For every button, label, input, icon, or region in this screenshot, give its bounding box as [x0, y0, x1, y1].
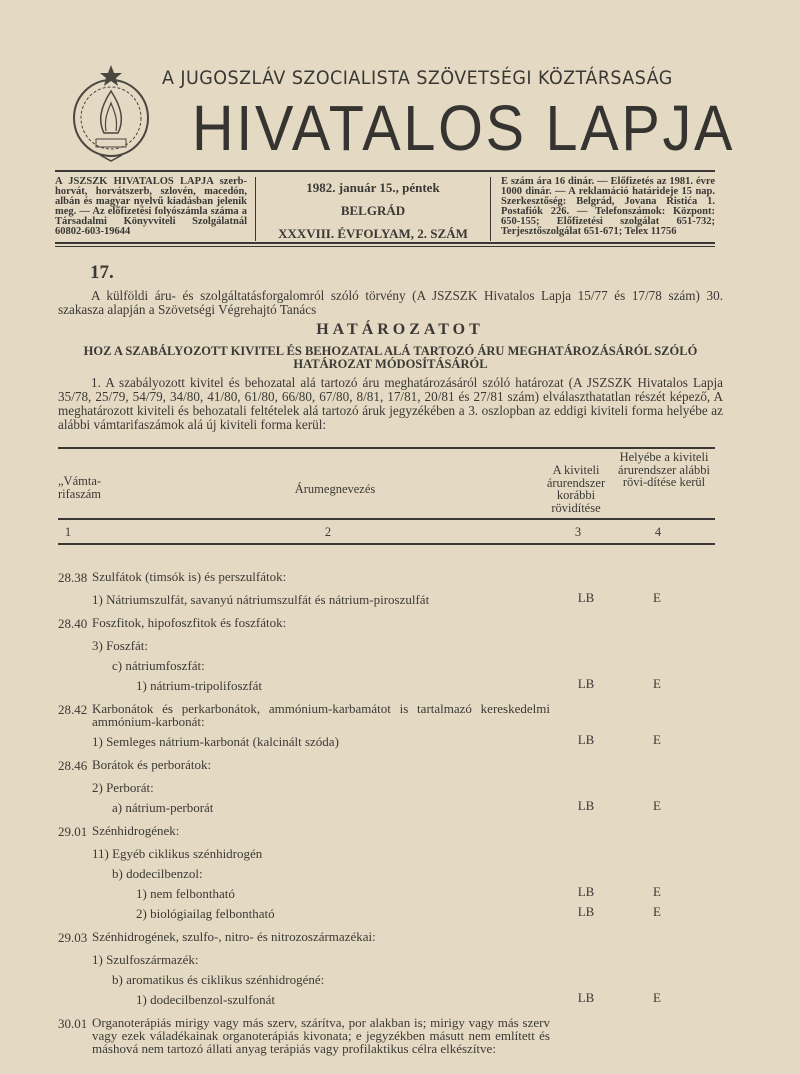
tariff-code: [58, 907, 92, 920]
new-abbreviation: E: [653, 590, 661, 605]
issue-info: [255, 177, 491, 241]
table-row: [58, 824, 718, 840]
goods-description: Organoterápiás mirigy vagy más szerv, szárítva, por alakban is; mirigy vagy más szerv vagy ezek váladékainak organoterápiás kivonata; e jegyzékben másutt nem említett és máshová nem tartozó állati anyag terápiás vagy profilaktikus célra elkészítve:: [92, 1015, 550, 1056]
table-row: [58, 1016, 718, 1055]
article-paragraph-1: 1. A szabályozott kivitel és behozatal alá tartozó áru meghatározásáról szóló határozat (A JSZSZK Hivatalos Lapja 35/78, 25/79, 54/79, 34/80, 41/80, 61/80, 66/80, 67/80, 8/81, 17/81, 20/81 és 27/81 szám) elválaszthatatlan részét képező, A meghatározott kiviteli és behozatali feltételek alá tartozó áruk jegyzékében a 3. oszlopban az eddigi kiviteli forma helyébe az alábbi vámtarifaszámok alá új kiviteli forma kerül:: [58, 375, 723, 432]
tariff-code: [58, 993, 92, 1006]
issue-volume: XXXVIII. ÉVFOLYAM, 2. SZÁM: [278, 226, 468, 241]
tariff-code: [58, 781, 92, 794]
table-row: [58, 953, 718, 966]
tariff-code: [58, 735, 92, 748]
old-abbreviation: LB: [577, 798, 595, 813]
tariff-code: [58, 593, 92, 606]
col-number-3: 3: [574, 525, 582, 539]
old-abbreviation: LB: [577, 904, 595, 919]
goods-description: 11) Egyéb ciklikus szénhidrogén: [92, 846, 263, 861]
goods-description: a) nátrium-perborát: [112, 800, 214, 815]
tariff-code: [58, 801, 92, 814]
article-intro: A külföldi áru- és szolgáltatásforgalomról szóló törvény (A JSZSZK Hivatalos Lapja 15/77 és 17/78 szám) 30. szakasza alapján a Szövetségi Végrehajtó Tanács: [58, 288, 723, 317]
col-header-tariff-number: „Vámta-rifaszám: [58, 474, 102, 501]
table-row: [58, 884, 718, 901]
table-numbers-rule: [58, 543, 715, 545]
table-row: [58, 781, 718, 794]
table-row: [58, 973, 718, 986]
table-row: [58, 590, 718, 607]
goods-description: 2) Perborát:: [92, 780, 154, 795]
goods-description: b) dodecilbenzol:: [112, 866, 203, 881]
tariff-code: 28.42: [58, 702, 88, 717]
goods-description: Szulfátok (timsók is) és perszulfátok:: [92, 569, 287, 584]
table-row: [58, 702, 718, 728]
tariff-code: [58, 847, 92, 860]
table-row: [58, 904, 718, 921]
goods-description: Szénhidrogének, szulfo-, nitro- és nitrozoszármazékai:: [92, 929, 376, 944]
table-row: [58, 676, 718, 693]
col-number-4: 4: [654, 525, 662, 539]
tariff-code: [58, 953, 92, 966]
goods-description: 1) Semleges nátrium-karbonát (kalcinált szóda): [92, 734, 339, 749]
old-abbreviation: LB: [577, 676, 595, 691]
table-row: [58, 990, 718, 1007]
new-abbreviation: E: [653, 732, 661, 747]
tariff-code: 29.01: [58, 824, 88, 839]
subscription-info: E szám ára 16 dinár. — Előfizetés az 1981. évre 1000 dinár. — A reklamáció határideje 15 nap. Szerkesztőség: Belgrád, Jovana Ristića 1. Postafiók 226. — Telefonszámok: Központ: 650-155; Előfizetési szolgálat 651-732; Terjesztőszolgálat 651-671; Telex 11756: [501, 176, 715, 237]
table-row: [58, 616, 718, 632]
table-row: [58, 570, 718, 586]
table-header-rule: [58, 518, 715, 520]
header-rule-bottom: [55, 242, 715, 244]
table-row: [58, 639, 718, 652]
col-header-old-abbr: A kiviteli árurendszer korábbi rövidítése: [546, 463, 606, 515]
goods-description: 1) Nátriumszulfát, savanyú nátriumszulfát és nátrium-piroszulfát: [92, 592, 430, 607]
new-abbreviation: E: [653, 884, 661, 899]
new-abbreviation: E: [653, 990, 661, 1005]
goods-description: 1) nem felbontható: [136, 886, 235, 901]
goods-description: Foszfitok, hipofoszfitok és foszfátok:: [92, 615, 287, 630]
col-header-goods-name: Árumegnevezés: [294, 482, 376, 496]
issue-city: BELGRÁD: [340, 203, 406, 218]
publication-languages-note: A JSZSZK HIVATALOS LAPJA szerb-horvát, horvátszerb, szlovén, macedón, albán és magyar nyelvű kiadásban jelenik meg. — Az előfizetési folyószámla száma a Társadalmi Könyvviteli Szolgálatnál 60802-603-19644: [55, 176, 247, 237]
tariff-code: [58, 639, 92, 652]
masthead-kicker: A JUGOSZLÁV SZOCIALISTA SZÖVETSÉGI KÖZTÁRSASÁG: [162, 67, 673, 89]
header-rule-bottom-2: [55, 246, 715, 247]
tariff-code: 30.01: [58, 1016, 88, 1031]
col-header-new-abbr: Helyébe a kiviteli árurendszer alábbi rövi-dítése kerül: [618, 450, 710, 489]
col-number-1: 1: [64, 525, 72, 539]
coat-of-arms-emblem: [70, 63, 152, 163]
tariff-code: 28.40: [58, 616, 88, 631]
tariff-code: 28.38: [58, 570, 88, 585]
goods-description: 1) dodecilbenzol-szulfonát: [136, 992, 275, 1007]
table-row: [58, 847, 718, 860]
table-top-rule: [58, 447, 715, 449]
goods-description: Karbonátok és perkarbonátok, ammónium-karbamátot is tartalmazó kereskedelmi ammónium-karbonát:: [92, 701, 550, 729]
new-abbreviation: E: [653, 904, 661, 919]
col-number-2: 2: [324, 525, 332, 539]
header-rule: [55, 170, 715, 172]
masthead-title: HIVATALOS LAPJA: [192, 92, 736, 164]
publication-info-box: [55, 177, 715, 241]
old-abbreviation: LB: [577, 732, 595, 747]
tariff-code: [58, 659, 92, 672]
goods-description: Borátok és perborátok:: [92, 757, 212, 772]
tariff-code: [58, 887, 92, 900]
tariff-table-body: [58, 570, 718, 1055]
goods-description: b) aromatikus és ciklikus szénhidrogéné:: [112, 972, 325, 987]
new-abbreviation: E: [653, 798, 661, 813]
old-abbreviation: LB: [577, 990, 595, 1005]
tariff-code: [58, 973, 92, 986]
article-number: 17.: [90, 262, 114, 283]
goods-description: 2) biológiailag felbontható: [136, 906, 275, 921]
article-subheading: HOZ A SZABÁLYOZOTT KIVITEL ÉS BEHOZATAL ALÁ TARTOZÓ ÁRU MEGHATÁROZÁSÁRÓL SZÓLÓ HATÁROZAT MÓDOSÍTÁSÁRÓL: [83, 344, 698, 371]
goods-description: 3) Foszfát:: [92, 638, 148, 653]
goods-description: Szénhidrogének:: [92, 823, 180, 838]
tariff-code: 29.03: [58, 930, 88, 945]
table-row: [58, 930, 718, 946]
issue-date: 1982. január 15., péntek: [306, 180, 440, 195]
goods-description: c) nátriumfoszfát:: [112, 658, 205, 673]
table-row: [58, 732, 718, 749]
tariff-code: [58, 867, 92, 880]
article-heading: HATÁROZATOT: [316, 321, 484, 338]
goods-description: 1) nátrium-tripolifoszfát: [136, 678, 262, 693]
old-abbreviation: LB: [577, 590, 595, 605]
table-row: [58, 867, 718, 880]
table-row: [58, 758, 718, 774]
old-abbreviation: LB: [577, 884, 595, 899]
table-row: [58, 798, 718, 815]
tariff-code: [58, 679, 92, 692]
tariff-code: 28.46: [58, 758, 88, 773]
new-abbreviation: E: [653, 676, 661, 691]
table-row: [58, 659, 718, 672]
goods-description: 1) Szulfoszármazék:: [92, 952, 199, 967]
